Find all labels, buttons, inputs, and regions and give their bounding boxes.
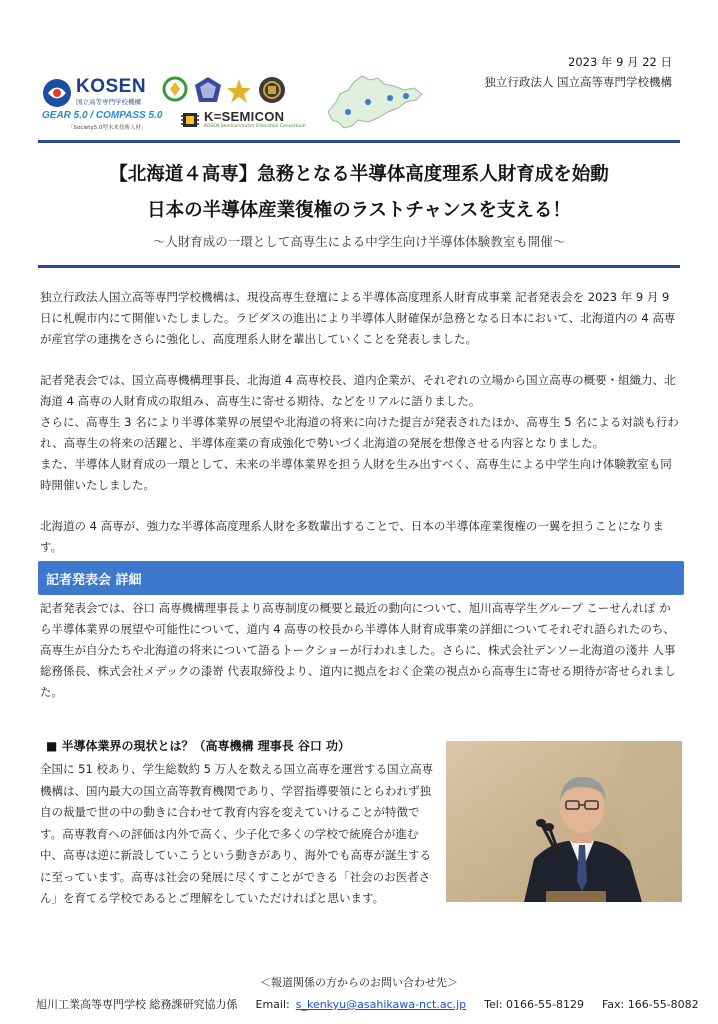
issuing-organization: 独立行政法人 国立高等専門学校機構 — [484, 75, 672, 89]
footer-office: 旭川工業高等専門学校 総務課研究協力係 — [36, 998, 238, 1011]
headline-line1: 【北海道４高専】急務となる半導体高度理系人財育成を始動 — [109, 164, 609, 185]
footer-contact-line — [36, 996, 699, 1012]
section-header-bar — [38, 561, 684, 595]
kosen-logo-text: KOSEN — [76, 76, 147, 97]
title-rule-bottom — [38, 265, 680, 268]
intro-paragraph-2b: さらに、高専生 3 名により半導体業界の展望や北海道の将来に向けた提言が発表されたほか、高専生 5 名による対談も行われ、高専生の将来の活躍と、半導体産業の育成強化で勢いづく北海道の発展を想像させる内容となりました。 — [40, 415, 679, 450]
intro-paragraph-2a: 記者発表会では、国立高専機構理事長、北海道 4 高専校長、道内企業が、それぞれの立場から国立高専の概要・組織力、北海道 4 高専の人財育成の取組み、高専生に寄せる期待、などをリアルに語りました。 — [40, 373, 676, 408]
kosen-logo-icon — [42, 78, 72, 108]
footer-email-label: Email: — [255, 998, 290, 1011]
section-body: 記者発表会では、谷口 高専機構理事長より高専制度の概要と最近の動向について、旭川高専学生グループ こーせんれぽ から半導体業界の展望や可能性について、道内 4 高専の校長から半導体人財育成事業の詳細についてそれぞれ語られたのち、高専生が自分たちや北海道の将来について語るトークショーが行われました。さらに、株式会社デンソー北海道の淺井 人事総務係長、株式会社メデックの漆嵜 代表取締役より、道内に拠点をおく企業の視点から高専生に寄せる期待が寄せられました。 — [40, 601, 676, 699]
footer-fax: Fax: 166-55-8082 — [601, 998, 699, 1011]
headline-line2: 日本の半導体産業復権のラストチャンスを支える！ — [147, 200, 571, 221]
blue-school-emblem-icon — [194, 76, 222, 104]
intro-paragraph-2c: また、半導体人財育成の一環として、未来の半導体業界を担う人財を生み出すべく、高専生による中学生向け体験教室も同時開催いたしました。 — [40, 457, 672, 492]
section-title: 記者発表会 詳細 — [46, 573, 142, 588]
ksemicon-chip-icon — [180, 110, 200, 130]
headline-subtitle: ～人財育成の一環として高専生による中学生向け半導体体験教室も開催～ — [152, 234, 566, 249]
dark-school-emblem-icon — [258, 76, 286, 104]
gear-compass-logo-text: GEAR 5.0 / COMPASS 5.0 — [42, 110, 163, 121]
ksemicon-logo-subtext: KOSEN Semiconductor Education Consortium — [204, 124, 306, 129]
gear-compass-logo-subtext: 「Society5.0型未来技術人材」 — [68, 125, 147, 131]
footer-email-link[interactable]: s_kenkyu@asahikawa-nct.ac.jp — [295, 998, 467, 1011]
subsection-heading: ■ 半導体業界の現状とは？（高専機構 理事長 谷口 功） — [46, 739, 351, 753]
ksemicon-logo-text: K=SEMICON — [204, 109, 285, 124]
footer-tel: Tel: 0166-55-8129 — [484, 998, 584, 1011]
hokkaido-map-icon — [318, 72, 428, 132]
star-school-emblem-icon — [226, 78, 252, 104]
intro-paragraph-3: 北海道の 4 高専が、強力な半導体高度理系人財を多数輩出することで、日本の半導体産業復権の一翼を担うことになります。 — [40, 519, 664, 554]
footer-contact-label: ＜報道関係の方からのお問い合わせ先＞ — [260, 976, 458, 989]
subsection-body: 全国に 51 校あり、学生総数約 5 万人を数える国立高専を運営する国立高専機構は、国内最大の国立高等教育機関であり、学習指導要領にとらわれず独自の裁量で世の中の動きに合わせて教育内容を変えていけることが特徴です。高専教育への評価は内外で高く、少子化で多くの学校で統廃合が進む中、高専は逆に新設していこうという動きがあり、海外でも高専が誕生するに至っています。高専は社会の発展に尽くすことができる「社会のお医者さん」を育てる学校であるとご理解をしていただければと思います。 — [40, 762, 434, 905]
release-date: 2023 年 9 月 22 日 — [568, 55, 672, 69]
title-rule-top — [38, 140, 680, 143]
intro-paragraph-2 — [40, 370, 682, 496]
kosen-logo-subtext: 国立高等専門学校機構 — [76, 98, 141, 106]
header-block — [484, 52, 672, 92]
green-school-emblem-icon — [162, 76, 188, 102]
intro-paragraph-1: 独立行政法人国立高等専門学校機構は、現役高専生登壇による半導体高度理系人財育成事業 記者発表会を 2023 年 9 月 9 日に札幌市内にて開催いたしました。ラピダスの進出により半導体人財確保が急務となる日本において、北海道内の 4 高専が産官学の連携をさらに強化し、高度理系人財を輩出していくことを発表しました。 — [40, 290, 676, 346]
speaker-photo — [446, 741, 682, 902]
